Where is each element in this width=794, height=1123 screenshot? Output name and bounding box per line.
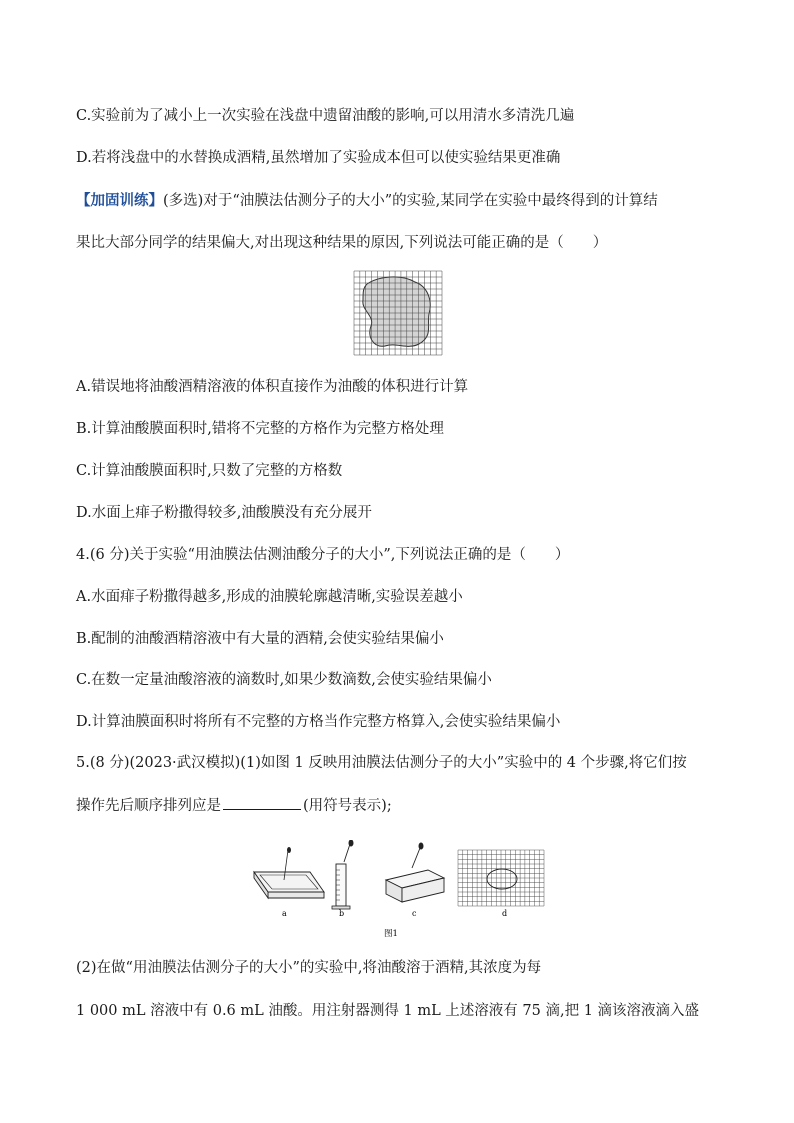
line-question-4: 4.(6 分)关于实验“用油膜法估测油酸分子的大小”,下列说法正确的是（ ） bbox=[76, 547, 570, 563]
line-reinforce-question-cont: 果比大部分同学的结果偏大,对出现这种结果的原因,下列说法可能正确的是（ ） bbox=[76, 235, 608, 251]
step-d-grid bbox=[458, 850, 544, 906]
line-option-c-prev: C.实验前为了减小上一次实验在浅盘中遗留油酸的影响,可以用清水多清洗几遍 bbox=[76, 108, 575, 124]
q5-order-suffix: (用符号表示); bbox=[303, 798, 392, 814]
oil-film-grid-figure bbox=[353, 270, 443, 356]
line-option-a: A.错误地将油酸酒精溶液的体积直接作为油酸的体积进行计算 bbox=[76, 379, 469, 395]
label-d: d bbox=[502, 909, 508, 918]
answer-blank[interactable] bbox=[223, 795, 301, 810]
line-q5-part2-cont: 1 000 mL 溶液中有 0.6 mL 油酸。用注射器测得 1 mL 上述溶液有 75 滴,把 1 滴该溶液滴入盛 bbox=[76, 1003, 700, 1019]
reinforce-tag: 【加固训练】 bbox=[76, 192, 163, 209]
label-a: a bbox=[282, 909, 287, 918]
q5-order-text: 操作先后顺序排列应是 bbox=[76, 798, 221, 814]
line-reinforce-question bbox=[76, 191, 658, 211]
line-q4-option-b: B.配制的油酸酒精溶液中有大量的酒精,会使实验结果偏小 bbox=[76, 631, 444, 647]
label-c: c bbox=[412, 909, 417, 918]
line-option-b: B.计算油酸膜面积时,错将不完整的方格作为完整方格处理 bbox=[76, 421, 444, 437]
line-q4-option-a: A.水面痱子粉撒得越多,形成的油膜轮廓越清晰,实验误差越小 bbox=[76, 589, 463, 605]
line-option-c: C.计算油酸膜面积时,只数了完整的方格数 bbox=[76, 463, 343, 479]
line-q5-part2: (2)在做“用油膜法估测分子的大小”的实验中,将油酸溶于酒精,其浓度为每 bbox=[76, 960, 542, 976]
figure-1-steps bbox=[248, 840, 548, 940]
line-option-d: D.水面上痱子粉撒得较多,油酸膜没有充分展开 bbox=[76, 505, 372, 521]
step-b-cylinder bbox=[332, 840, 354, 909]
step-a-tray bbox=[254, 847, 324, 898]
line-option-d-prev: D.若将浅盘中的水替换成酒精,虽然增加了实验成本但可以使实验结果更准确 bbox=[76, 150, 561, 166]
reinforce-question-text: (多选)对于“油膜法估测分子的大小”的实验,某同学在实验中最终得到的计算结 bbox=[163, 193, 658, 209]
step-c-box bbox=[386, 843, 444, 903]
label-b: b bbox=[339, 909, 345, 918]
line-q5-order bbox=[76, 795, 392, 816]
figure-1-caption: 图1 bbox=[384, 929, 398, 939]
line-q4-option-d: D.计算油膜面积时将所有不完整的方格当作完整方格算入,会使实验结果偏小 bbox=[76, 714, 561, 730]
line-q4-option-c: C.在数一定量油酸溶液的滴数时,如果少数滴数,会使实验结果偏小 bbox=[76, 672, 492, 688]
line-question-5: 5.(8 分)(2023·武汉模拟)(1)如图 1 反映用油膜法估测分子的大小”实验中的 4 个步骤,将它们按 bbox=[76, 755, 687, 771]
